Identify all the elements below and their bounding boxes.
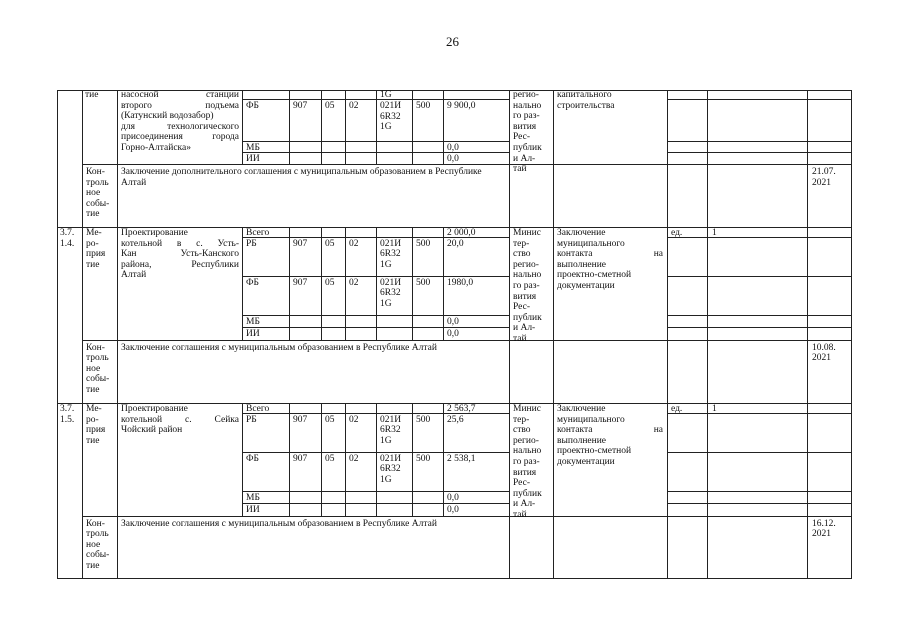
grbs-cell: 907: [293, 238, 308, 249]
control-event-label: ное: [86, 539, 101, 550]
csr-code: 1G: [380, 90, 392, 100]
pr-cell: 02: [349, 453, 359, 464]
control-event-label: троль: [86, 353, 109, 364]
source-cell: МБ: [246, 492, 260, 503]
vr-cell: 500: [416, 453, 431, 464]
executor-line: го раз-: [513, 111, 540, 122]
activity-name-line: района, Республики: [121, 259, 239, 270]
sum-cell: 2 000,0: [447, 228, 476, 238]
grbs-cell: 907: [293, 101, 308, 111]
csr-cell: 1G: [380, 474, 392, 485]
control-event-label: Кон-: [86, 518, 105, 529]
row-number: 1.5.: [60, 414, 75, 425]
csr-cell: 021И: [380, 101, 402, 111]
csr-cell: 1G: [380, 435, 392, 446]
control-event-label: собы-: [86, 550, 110, 561]
executor-line: тер-: [513, 238, 530, 249]
pr-cell: 02: [349, 277, 359, 288]
executor-line: ство: [513, 425, 531, 436]
executor-line: публик: [513, 143, 542, 153]
value-cell: 1: [712, 228, 717, 238]
pr-cell: 02: [349, 101, 359, 111]
activity-name-line: Проектирование: [121, 228, 188, 238]
result-line: проектно-сметной: [557, 446, 632, 457]
result-line: выполнение: [557, 259, 607, 270]
activity-name-line: котельной в с. Усть-: [121, 238, 239, 249]
sum-cell: 2 538,1: [447, 453, 476, 464]
rz-cell: 05: [325, 414, 335, 425]
control-event-label: тие: [86, 209, 100, 220]
grbs-cell: 907: [293, 414, 308, 425]
control-event-text: Заключение соглашения с муниципальным образованием в Республике Алтай: [121, 518, 437, 529]
sum-cell: 25,6: [447, 414, 464, 425]
activity-name-line: второго подъема: [121, 100, 239, 111]
type-cell: тие: [86, 435, 100, 446]
activity-name-line: Горно-Алтайска»: [121, 143, 191, 153]
executor-line: ство: [513, 249, 531, 260]
control-event-text: Заключение дополнительного соглашения с муниципальным образованием в Республике Алтай: [121, 167, 484, 188]
executor-line: и Ал-: [513, 153, 536, 164]
vr-cell: 500: [416, 101, 431, 111]
control-event-date: 21.07.: [812, 167, 836, 177]
result-line: муниципального: [557, 238, 625, 249]
type-cell: тие: [85, 90, 99, 100]
executor-line: Рес-: [513, 302, 530, 313]
csr-cell: 021И: [380, 238, 402, 249]
control-event-date: 2021: [812, 353, 831, 364]
executor-line: регио-: [513, 259, 539, 270]
csr-cell: 1G: [380, 122, 392, 133]
executor-line: Рес-: [513, 132, 530, 143]
type-cell: Ме-: [86, 228, 102, 238]
executor-line: нально: [513, 100, 542, 111]
page-number: 26: [446, 34, 459, 49]
rz-cell: 05: [325, 277, 335, 288]
control-event-label: Кон-: [86, 342, 105, 353]
source-cell: Всего: [246, 404, 270, 414]
activity-name-line: Алтай: [121, 270, 147, 281]
control-event-date: 2021: [812, 529, 831, 540]
activity-name-line: Проектирование: [121, 404, 188, 414]
type-cell: ро-: [86, 414, 99, 425]
source-cell: МБ: [246, 316, 260, 327]
executor-line: го раз-: [513, 457, 540, 467]
csr-cell: 6R32: [380, 425, 401, 436]
vr-cell: 500: [416, 414, 431, 425]
sum-cell: 2 563,7: [447, 404, 476, 414]
csr-cell: 6R32: [380, 288, 401, 299]
sum-cell: 0,0: [447, 492, 459, 503]
source-cell: ФБ: [246, 277, 259, 288]
type-cell: ро-: [86, 238, 99, 249]
executor-line: тер-: [513, 414, 530, 425]
grbs-cell: 907: [293, 453, 308, 464]
sum-cell: 0,0: [447, 328, 459, 339]
executor-line: тай: [513, 510, 527, 520]
result-line: контакта на: [557, 249, 663, 260]
sum-cell: 20,0: [447, 238, 464, 249]
csr-cell: 021И: [380, 453, 402, 464]
control-event-date: 2021: [812, 177, 831, 188]
sum-cell: 0,0: [447, 142, 459, 153]
sum-cell: 0,0: [447, 316, 459, 327]
executor-line: публик: [513, 488, 542, 499]
type-cell: прия: [86, 249, 106, 260]
unit-cell: ед.: [671, 404, 683, 414]
csr-cell: 021И: [380, 414, 402, 425]
source-cell: МБ: [246, 142, 260, 153]
source-cell: ИИ: [246, 153, 260, 164]
source-cell: РБ: [246, 238, 257, 249]
csr-cell: 021И: [380, 277, 402, 288]
executor-line: вития: [513, 121, 537, 132]
control-event-label: Кон-: [86, 167, 105, 177]
executor-line: вития: [513, 467, 537, 478]
executor-line: и Ал-: [513, 323, 536, 334]
rz-cell: 05: [325, 238, 335, 249]
csr-cell: 6R32: [380, 111, 401, 122]
result-line: капитального: [557, 90, 612, 100]
row-number: 1.4.: [60, 238, 75, 249]
csr-cell: 1G: [380, 298, 392, 309]
csr-cell: 6R32: [380, 249, 401, 260]
source-cell: ФБ: [246, 453, 259, 464]
result-line: документации: [557, 281, 615, 291]
executor-line: Рес-: [513, 478, 530, 489]
result-line: строительства: [557, 100, 615, 111]
executor-line: публик: [513, 312, 542, 323]
control-event-date: 16.12.: [812, 518, 836, 529]
control-event-label: ное: [86, 188, 101, 199]
activity-name-line: (Катунский водозабор): [121, 111, 214, 122]
source-cell: ИИ: [246, 328, 260, 339]
executor-line: и Ал-: [513, 499, 536, 510]
control-event-label: ное: [86, 363, 101, 374]
rz-cell: 05: [325, 453, 335, 464]
unit-cell: ед.: [671, 228, 683, 238]
executor-line: Минис: [513, 228, 541, 238]
activity-name-line: насосной станции: [121, 90, 239, 100]
type-cell: прия: [86, 425, 106, 436]
executor-line: го раз-: [513, 281, 540, 291]
result-line: Заключение: [557, 404, 606, 414]
result-line: документации: [557, 457, 615, 467]
sum-cell: 9 900,0: [447, 101, 476, 111]
grbs-cell: 907: [293, 277, 308, 288]
csr-cell: 6R32: [380, 464, 401, 475]
executor-line: тай: [513, 164, 527, 175]
executor-line: Минис: [513, 404, 541, 414]
control-event-label: собы-: [86, 374, 110, 385]
row-number: 3.7.: [60, 404, 75, 414]
activity-name-line: Кан Усть-Канского: [121, 249, 239, 260]
vr-cell: 500: [416, 277, 431, 288]
value-cell: 1: [712, 404, 717, 414]
result-line: муниципального: [557, 414, 625, 425]
sum-cell: 0,0: [447, 153, 459, 164]
row-number: 3.7.: [60, 228, 75, 238]
activity-name-line: для технологического: [121, 121, 239, 132]
rz-cell: 05: [325, 101, 335, 111]
control-event-label: тие: [86, 384, 100, 395]
control-event-text: Заключение соглашения с муниципальным образованием в Республике Алтай: [121, 342, 437, 353]
sum-cell: 1980,0: [447, 277, 474, 288]
executor-line: нально: [513, 270, 542, 281]
type-cell: Ме-: [86, 404, 102, 414]
result-line: контакта на: [557, 425, 663, 436]
executor-line: регио-: [513, 435, 539, 446]
csr-cell: 1G: [380, 259, 392, 270]
activity-name-line: Чойский район: [121, 425, 183, 436]
source-cell: РБ: [246, 414, 257, 425]
source-cell: ФБ: [246, 101, 259, 111]
control-event-label: собы-: [86, 198, 110, 209]
executor-line: вития: [513, 291, 537, 302]
pr-cell: 02: [349, 238, 359, 249]
executor-line: нально: [513, 446, 542, 457]
result-line: Заключение: [557, 228, 606, 238]
type-cell: тие: [86, 259, 100, 270]
activity-name-line: котельной с. Сейка: [121, 414, 239, 425]
source-cell: ИИ: [246, 504, 260, 515]
control-event-label: тие: [86, 560, 100, 571]
sum-cell: 0,0: [447, 504, 459, 515]
executor-line: регио-: [513, 90, 539, 100]
result-line: проектно-сметной: [557, 270, 632, 281]
result-line: выполнение: [557, 435, 607, 446]
vr-cell: 500: [416, 238, 431, 249]
activity-name-line: присоединения города: [121, 132, 239, 143]
control-event-label: троль: [86, 177, 109, 188]
source-cell: Всего: [246, 228, 270, 238]
control-event-label: троль: [86, 529, 109, 540]
control-event-date: 10.08.: [812, 342, 836, 353]
pr-cell: 02: [349, 414, 359, 425]
executor-line: тай: [513, 334, 527, 344]
